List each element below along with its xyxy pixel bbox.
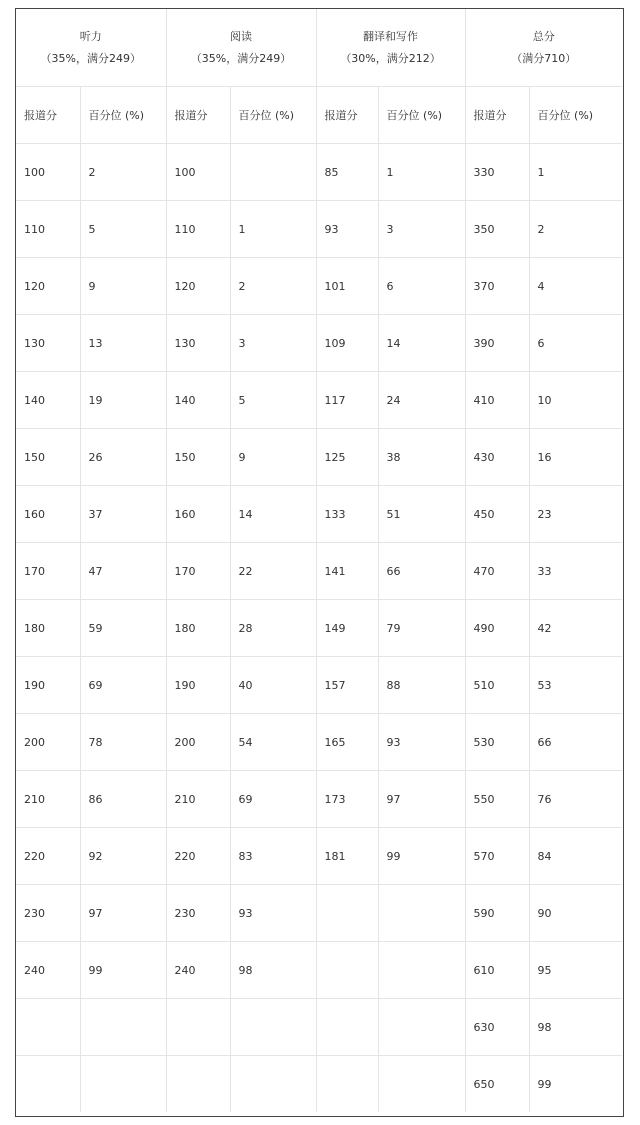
reported-score-cell: 490 — [465, 600, 529, 657]
percentile-cell: 3 — [378, 201, 465, 258]
reported-score-cell: 160 — [166, 486, 230, 543]
percentile-cell: 53 — [529, 657, 622, 714]
percentile-cell — [230, 1056, 316, 1113]
reported-score-cell: 180 — [16, 600, 80, 657]
reported-score-cell — [316, 885, 378, 942]
reported-score-cell: 130 — [166, 315, 230, 372]
reported-score-cell — [316, 1056, 378, 1113]
reported-score-cell: 170 — [16, 543, 80, 600]
group-title: 听力 — [79, 29, 102, 43]
percentile-cell: 1 — [378, 144, 465, 201]
reported-score-cell — [16, 999, 80, 1056]
percentile-cell: 47 — [80, 543, 166, 600]
table-row — [16, 600, 622, 657]
reported-score-cell: 650 — [465, 1056, 529, 1113]
reported-score-cell: 210 — [16, 771, 80, 828]
reported-score-cell: 200 — [16, 714, 80, 771]
percentile-cell: 23 — [529, 486, 622, 543]
reported-score-cell: 165 — [316, 714, 378, 771]
percentile-cell — [230, 144, 316, 201]
reported-score-cell: 117 — [316, 372, 378, 429]
reported-score-cell: 390 — [465, 315, 529, 372]
percentile-cell: 9 — [230, 429, 316, 486]
percentile-cell: 4 — [529, 258, 622, 315]
percentile-cell: 99 — [378, 828, 465, 885]
percentile-cell: 99 — [537, 1077, 552, 1091]
group-header-translation-writing — [316, 9, 465, 87]
percentile-cell — [378, 999, 465, 1056]
percentile-cell: 79 — [378, 600, 465, 657]
percentile-cell: 93 — [378, 714, 465, 771]
reported-score-cell: 330 — [465, 144, 529, 201]
reported-score-cell: 100 — [166, 144, 230, 201]
percentile-cell: 76 — [529, 771, 622, 828]
percentile-cell: 66 — [378, 543, 465, 600]
reported-score-cell: 120 — [16, 258, 80, 315]
percentile-cell: 2 — [80, 144, 166, 201]
reported-score-cell: 610 — [465, 942, 529, 999]
column-header-row — [16, 87, 622, 144]
reported-score-cell: 370 — [465, 258, 529, 315]
reported-score-cell: 510 — [465, 657, 529, 714]
percentile-cell: 13 — [80, 315, 166, 372]
percentile-cell: 59 — [80, 600, 166, 657]
reported-score-cell: 350 — [465, 201, 529, 258]
reported-score-cell: 93 — [316, 201, 378, 258]
table-row — [16, 429, 622, 486]
reported-score-cell: 150 — [16, 429, 80, 486]
percentile-cell: 84 — [529, 828, 622, 885]
percentile-cell: 99 — [80, 942, 166, 999]
reported-score-cell: 550 — [465, 771, 529, 828]
percentile-cell: 28 — [230, 600, 316, 657]
column-header: 百分位 (%) — [529, 87, 622, 144]
reported-score-cell: 410 — [465, 372, 529, 429]
percentile-cell: 66 — [529, 714, 622, 771]
table-row — [16, 258, 622, 315]
percentile-cell: 98 — [529, 999, 622, 1056]
reported-score-cell: 630 — [465, 999, 529, 1056]
percentile-cell: 69 — [230, 771, 316, 828]
percentile-cell: 42 — [529, 600, 622, 657]
reported-score-cell: 210 — [166, 771, 230, 828]
group-title: 总分 — [532, 29, 555, 43]
reported-score-cell: 590 — [465, 885, 529, 942]
group-subtitle: （30%，满分212） — [340, 51, 441, 65]
reported-score-cell — [316, 942, 378, 999]
reported-score-cell: 530 — [465, 714, 529, 771]
percentile-cell — [80, 999, 166, 1056]
score-table — [16, 9, 622, 1112]
percentile-cell — [378, 1056, 465, 1113]
table-row — [16, 372, 622, 429]
percentile-cell: 24 — [378, 372, 465, 429]
percentile-cell: 22 — [230, 543, 316, 600]
percentile-cell — [378, 885, 465, 942]
reported-score-cell: 160 — [16, 486, 80, 543]
reported-score-cell: 470 — [465, 543, 529, 600]
percentile-cell: 19 — [80, 372, 166, 429]
reported-score-cell: 85 — [316, 144, 378, 201]
group-subtitle: （35%，满分249） — [40, 51, 141, 65]
table-row — [16, 828, 622, 885]
table-row — [16, 714, 622, 771]
reported-score-cell: 141 — [316, 543, 378, 600]
table-row — [16, 999, 622, 1056]
percentile-cell: 83 — [230, 828, 316, 885]
group-subtitle: （35%，满分249） — [190, 51, 292, 65]
reported-score-cell: 220 — [166, 828, 230, 885]
table-row — [16, 486, 622, 543]
reported-score-cell: 230 — [16, 885, 80, 942]
percentile-cell: 1 — [230, 201, 316, 258]
reported-score-cell: 180 — [166, 600, 230, 657]
percentile-cell: 9 — [80, 258, 166, 315]
column-header: 百分位 (%) — [230, 87, 316, 144]
percentile-cell: 3 — [230, 315, 316, 372]
table-row — [16, 315, 622, 372]
percentile-cell: 10 — [529, 372, 622, 429]
reported-score-cell: 109 — [316, 315, 378, 372]
percentile-cell: 97 — [378, 771, 465, 828]
percentile-cell: 78 — [80, 714, 166, 771]
reported-score-cell: 110 — [166, 201, 230, 258]
table-row — [16, 942, 622, 999]
table-row — [16, 201, 622, 258]
column-header: 报道分 — [16, 87, 80, 144]
reported-score-cell: 150 — [166, 429, 230, 486]
percentile-cell: 86 — [80, 771, 166, 828]
percentile-cell: 5 — [230, 372, 316, 429]
reported-score-cell: 181 — [316, 828, 378, 885]
percentile-cell: 5 — [80, 201, 166, 258]
reported-score-cell: 190 — [166, 657, 230, 714]
percentile-cell: 97 — [80, 885, 166, 942]
percentile-cell: 54 — [230, 714, 316, 771]
percentile-cell: 26 — [80, 429, 166, 486]
table-row — [16, 144, 622, 201]
score-table-frame — [15, 8, 624, 1117]
reported-score-cell: 100 — [16, 144, 80, 201]
column-header: 百分位 (%) — [80, 87, 166, 144]
percentile-cell: 51 — [378, 486, 465, 543]
table-row — [16, 543, 622, 600]
group-header-total — [465, 9, 622, 87]
reported-score-cell: 430 — [465, 429, 529, 486]
percentile-cell: 16 — [529, 429, 622, 486]
reported-score-cell: 157 — [316, 657, 378, 714]
reported-score-cell: 125 — [316, 429, 378, 486]
percentile-cell: 2 — [230, 258, 316, 315]
group-header-reading — [166, 9, 316, 87]
percentile-cell: 37 — [80, 486, 166, 543]
group-subtitle: （满分710） — [511, 51, 577, 65]
percentile-cell: 14 — [230, 486, 316, 543]
column-header: 报道分 — [166, 87, 230, 144]
column-header: 报道分 — [316, 87, 378, 144]
table-row — [16, 657, 622, 714]
percentile-cell: 93 — [230, 885, 316, 942]
percentile-cell: 88 — [378, 657, 465, 714]
percentile-cell: 1 — [529, 144, 622, 201]
reported-score-cell — [316, 999, 378, 1056]
reported-score-cell: 170 — [166, 543, 230, 600]
reported-score-cell — [166, 1056, 230, 1113]
reported-score-cell: 230 — [166, 885, 230, 942]
table-row — [16, 771, 622, 828]
percentile-cell: 38 — [378, 429, 465, 486]
table-row — [16, 1056, 622, 1113]
percentile-cell — [378, 942, 465, 999]
percentile-cell: 95 — [529, 942, 622, 999]
column-header: 百分位 (%) — [378, 87, 465, 144]
reported-score-cell: 570 — [465, 828, 529, 885]
reported-score-cell: 190 — [16, 657, 80, 714]
reported-score-cell: 450 — [465, 486, 529, 543]
reported-score-cell: 220 — [16, 828, 80, 885]
reported-score-cell: 110 — [16, 201, 80, 258]
percentile-cell: 69 — [80, 657, 166, 714]
percentile-cell: 33 — [529, 543, 622, 600]
reported-score-cell: 140 — [16, 372, 80, 429]
percentile-cell: 98 — [230, 942, 316, 999]
percentile-cell: 14 — [378, 315, 465, 372]
percentile-cell: 6 — [529, 315, 622, 372]
group-header-listening — [16, 9, 166, 87]
column-header: 报道分 — [465, 87, 529, 144]
group-title: 翻译和写作 — [363, 29, 419, 43]
reported-score-cell: 240 — [166, 942, 230, 999]
reported-score-cell: 120 — [166, 258, 230, 315]
reported-score-cell: 101 — [316, 258, 378, 315]
percentile-cell — [230, 999, 316, 1056]
reported-score-cell — [16, 1056, 80, 1113]
table-row — [16, 885, 622, 942]
group-title: 阅读 — [230, 29, 253, 43]
percentile-cell: 2 — [529, 201, 622, 258]
reported-score-cell: 173 — [316, 771, 378, 828]
percentile-cell: 90 — [529, 885, 622, 942]
reported-score-cell: 240 — [16, 942, 80, 999]
percentile-cell: 6 — [378, 258, 465, 315]
percentile-cell: 92 — [80, 828, 166, 885]
reported-score-cell — [166, 999, 230, 1056]
reported-score-cell: 149 — [316, 600, 378, 657]
reported-score-cell: 140 — [166, 372, 230, 429]
reported-score-cell: 200 — [166, 714, 230, 771]
percentile-cell: 40 — [230, 657, 316, 714]
percentile-cell — [80, 1056, 166, 1113]
reported-score-cell: 133 — [316, 486, 378, 543]
group-header-row — [16, 9, 622, 87]
reported-score-cell: 130 — [16, 315, 80, 372]
